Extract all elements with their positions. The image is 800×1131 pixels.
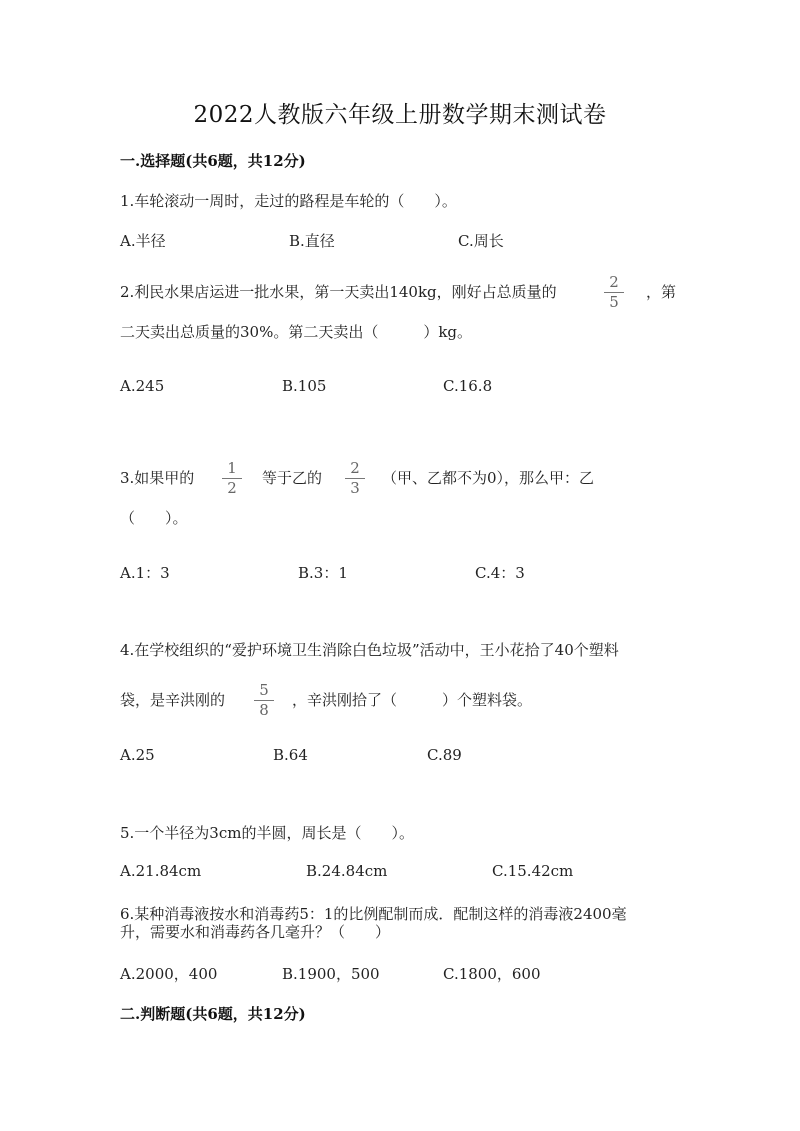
question-5-option-a: A.21.84cm — [120, 862, 202, 880]
question-3-fraction-2 — [345, 460, 365, 497]
question-3-fraction-1 — [222, 460, 242, 497]
fraction-denominator: 3 — [350, 479, 360, 497]
question-2-option-b: B.105 — [282, 377, 327, 395]
question-6-text-line2: 升，需要水和消毒药各几毫升？（ ） — [120, 923, 391, 941]
question-4-option-a: A.25 — [120, 746, 155, 764]
question-2-option-a: A.245 — [120, 377, 165, 395]
question-4-text-part1: 袋，是辛洪刚的 — [120, 691, 226, 709]
fraction-numerator: 1 — [222, 460, 242, 479]
question-2-text-line2: 二天卖出总质量的30%。第二天卖出（ ）kg。 — [120, 323, 473, 341]
question-4-text-part2: ，辛洪刚拾了（ ）个塑料袋。 — [292, 691, 533, 709]
question-4-text-line1: 4.在学校组织的“爱护环境卫生消除白色垃圾”活动中，王小花拾了40个塑料 — [120, 641, 619, 659]
question-5-option-c: C.15.42cm — [492, 862, 574, 880]
question-1-option-b: B.直径 — [289, 232, 335, 250]
question-2-fraction — [604, 274, 624, 311]
question-4-fraction — [254, 682, 274, 719]
question-1-text: 1.车轮滚动一周时，走过的路程是车轮的（ ）。 — [120, 192, 457, 210]
question-1-option-c: C.周长 — [458, 232, 504, 250]
fraction-denominator: 2 — [227, 479, 237, 497]
question-5-option-b: B.24.84cm — [306, 862, 388, 880]
question-3-text-line2: （ ）。 — [120, 509, 188, 527]
page-title: 2022人教版六年级上册数学期末测试卷 — [193, 102, 607, 128]
fraction-denominator: 8 — [259, 701, 269, 719]
question-2-text-line1-end: ，第 — [646, 283, 677, 301]
fraction-numerator: 2 — [345, 460, 365, 479]
question-4-option-b: B.64 — [273, 746, 308, 764]
question-4-option-c: C.89 — [427, 746, 462, 764]
section-heading-judgment: 二.判断题(共6题，共12分) — [120, 1005, 306, 1023]
question-1-option-a: A.半径 — [120, 232, 166, 250]
question-3-option-a: A.1：3 — [120, 564, 170, 582]
question-6-text-line1: 6.某种消毒液按水和消毒药5：1的比例配制而成．配制这样的消毒液2400毫 — [120, 905, 627, 923]
question-3-option-b: B.3：1 — [298, 564, 348, 582]
question-2-option-c: C.16.8 — [443, 377, 493, 395]
question-5-text: 5.一个半径为3cm的半圆，周长是（ ）。 — [120, 824, 414, 842]
question-2-text-line1: 2.利民水果店运进一批水果，第一天卖出140kg，刚好占总质量的 — [120, 283, 557, 301]
question-3-text-part1: 3.如果甲的 — [120, 469, 195, 487]
question-6-option-c: C.1800，600 — [443, 965, 541, 983]
question-6-option-b: B.1900，500 — [282, 965, 380, 983]
question-6-option-a: A.2000，400 — [120, 965, 218, 983]
fraction-numerator: 2 — [604, 274, 624, 293]
question-3-text-part3: （甲、乙都不为0），那么甲：乙 — [382, 469, 595, 487]
question-3-option-c: C.4：3 — [475, 564, 525, 582]
fraction-denominator: 5 — [609, 293, 619, 311]
section-heading-choice: 一.选择题(共6题，共12分) — [120, 152, 306, 170]
question-3-text-part2: 等于乙的 — [262, 469, 323, 487]
fraction-numerator: 5 — [254, 682, 274, 701]
